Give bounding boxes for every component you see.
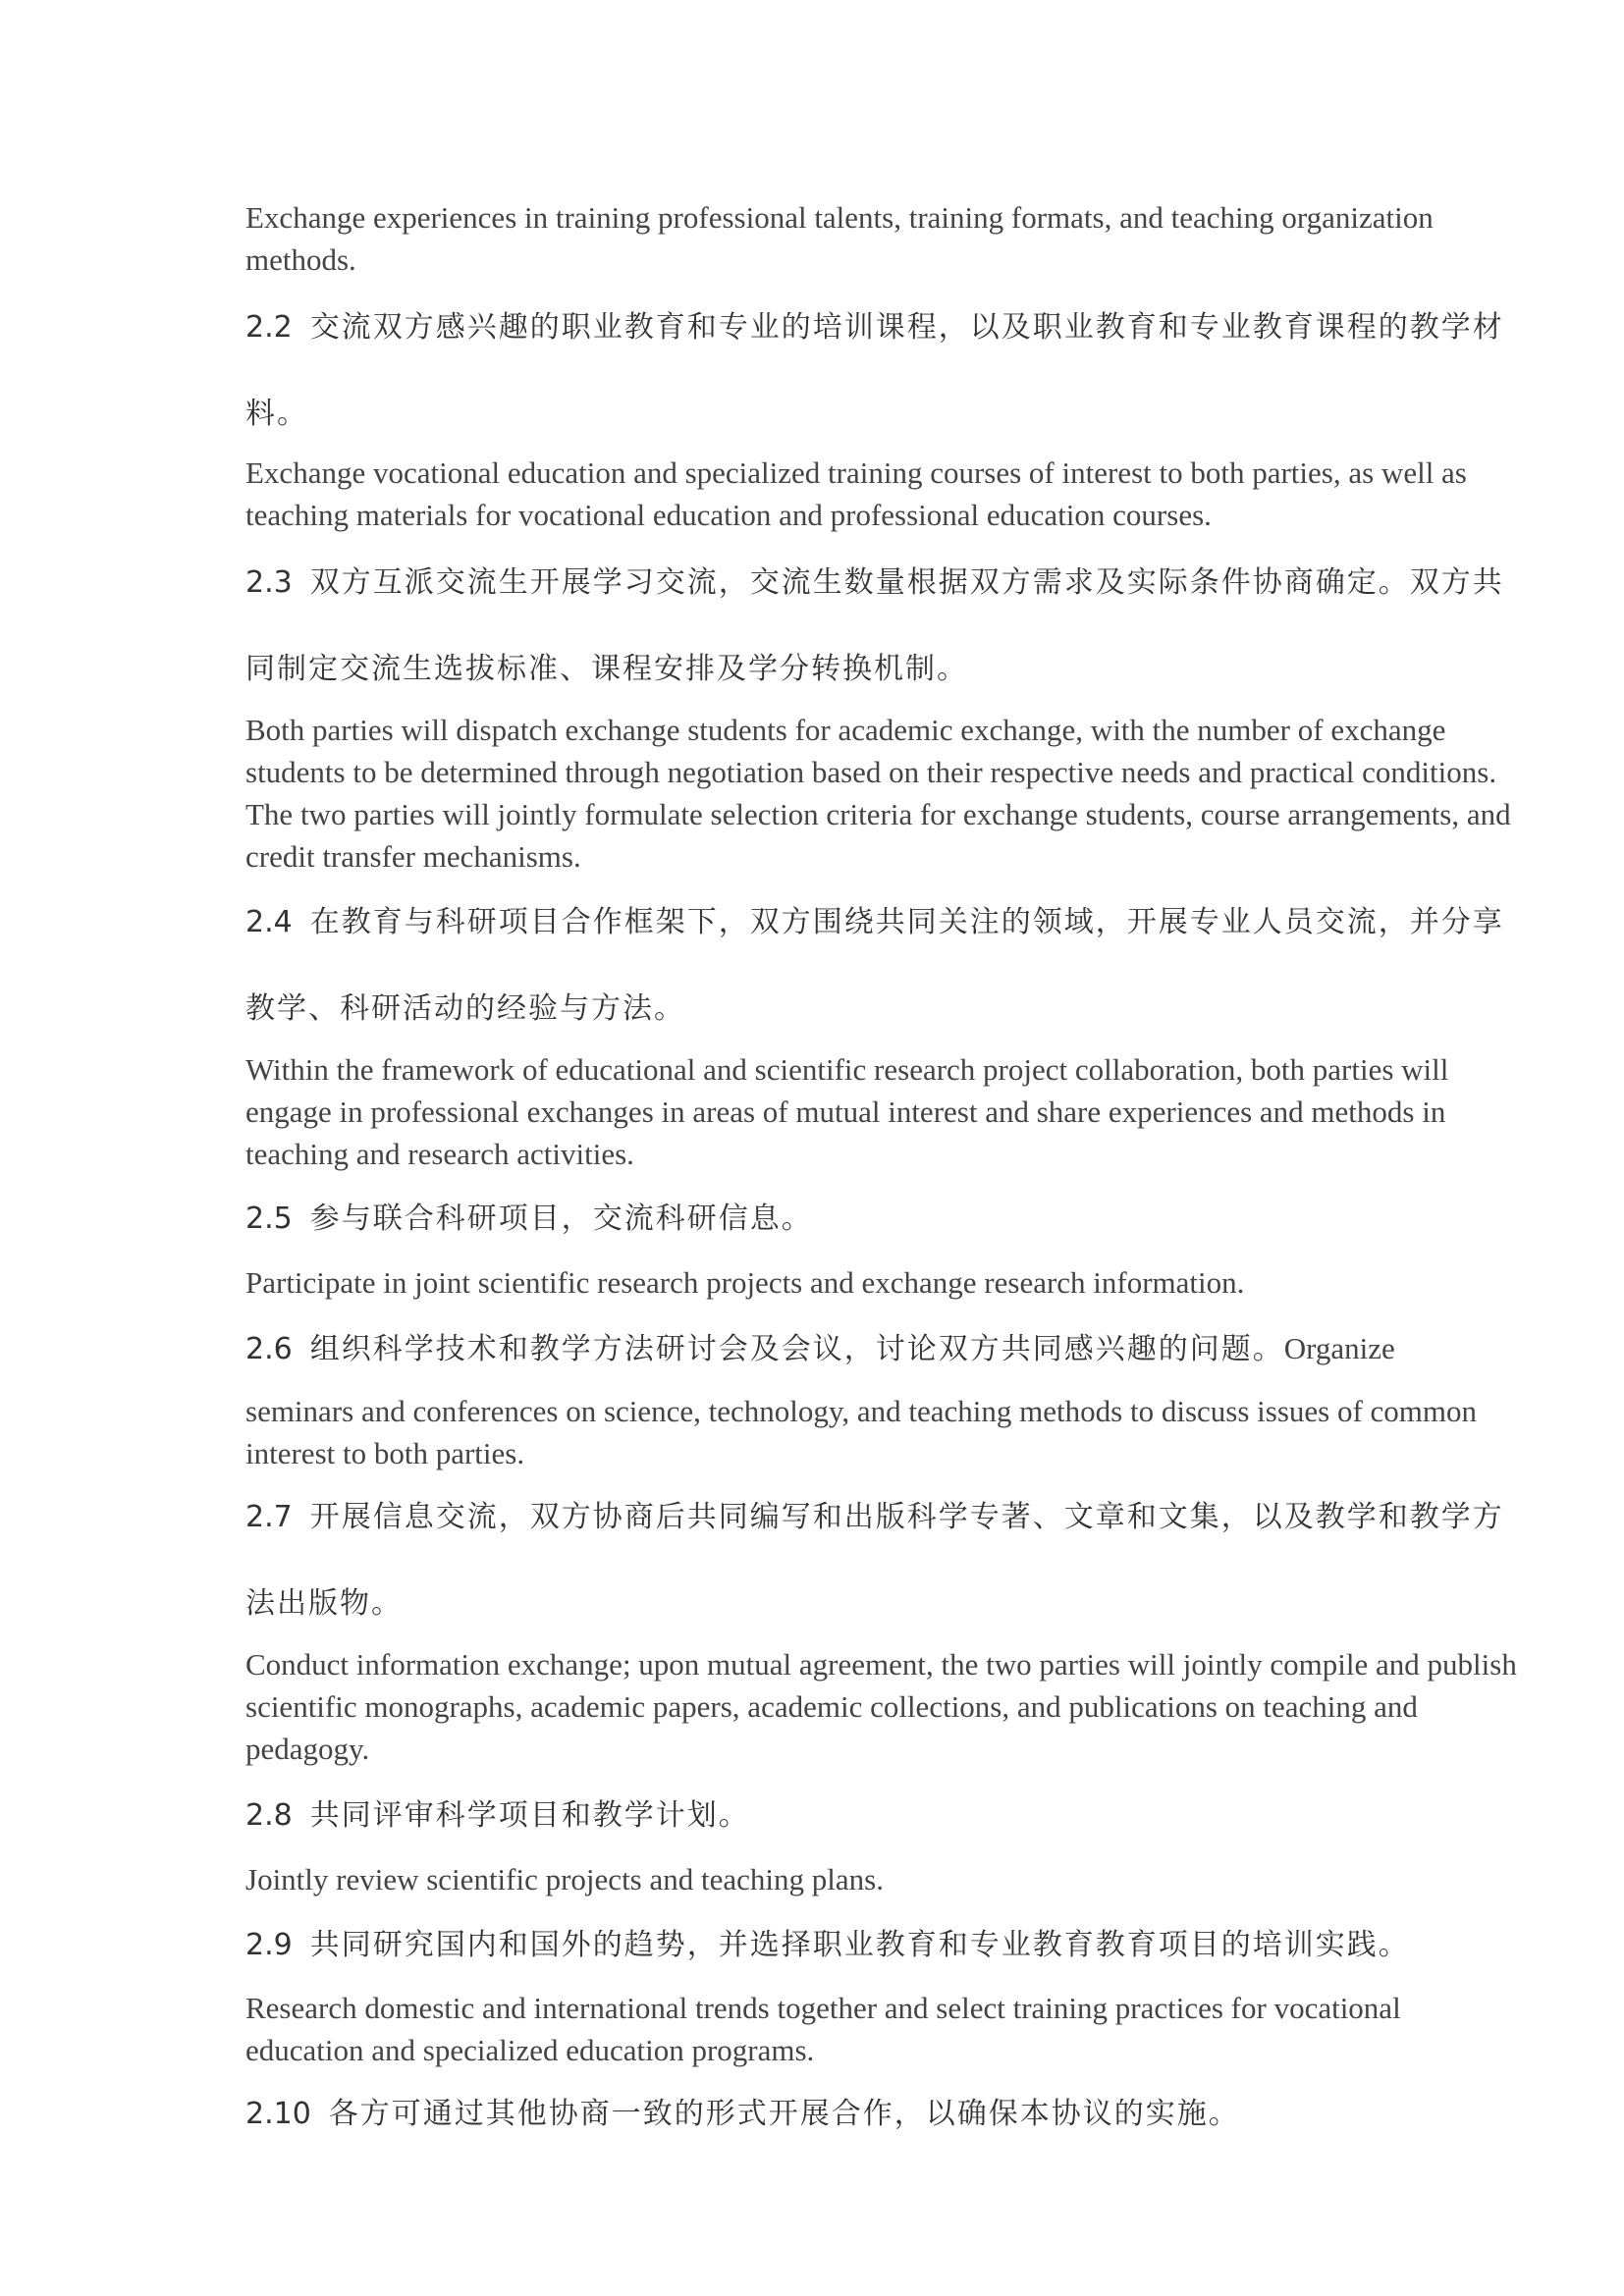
- section-2-4: [245, 880, 1522, 1052]
- chinese-clause: [245, 1306, 1522, 1393]
- clause-number: 2.6: [245, 1332, 293, 1366]
- chinese-clause: [245, 1773, 1522, 1859]
- clause-number: 2.2: [245, 310, 293, 345]
- english-paragraph: Both parties will dispatch exchange students for academic exchange, with the number of exchange students to be determined through negotiation based on their respective needs and practical conditions. The two parties will jointly formulate selection criteria for exchange students, course arrangements, and credit transfer mechanisms.: [245, 713, 1511, 874]
- chinese-text: 组织科学技术和教学方法研讨会及会议，讨论双方共同感兴趣的问题。: [309, 1332, 1284, 1366]
- chinese-text: 在教育与科研项目合作框架下，双方围绕共同关注的领域，开展专业人员交流，并分享教学、科研活动的经验与方法。: [245, 905, 1504, 1026]
- chinese-clause: [245, 1902, 1522, 1989]
- clause-number: 2.9: [245, 1928, 293, 1962]
- clause-number: 2.10: [245, 2097, 311, 2131]
- section-2-6: [245, 1306, 1522, 1393]
- clause-number: 2.8: [245, 1798, 293, 1833]
- english-paragraph: Participate in joint scientific research projects and exchange research information.: [245, 1265, 1245, 1300]
- chinese-text: 各方可通过其他协商一致的形式开展合作，以确保本协议的实施。: [328, 2097, 1240, 2131]
- english-paragraph: Exchange vocational education and specialized training courses of interest to both parties, as well as teaching materials for vocational education and professional education courses.: [245, 455, 1467, 532]
- english-paragraph: Conduct information exchange; upon mutual agreement, the two parties will jointly compile and publish scientific monographs, academic papers, academic collections, and publications on teaching and pedagogy.: [245, 1647, 1517, 1766]
- chinese-clause: [245, 1176, 1522, 1262]
- section-2-8: [245, 1773, 1522, 1859]
- section-2-8-english: [245, 1858, 1522, 1900]
- section-2-7-english: [245, 1643, 1522, 1770]
- clause-number: 2.4: [245, 905, 293, 939]
- chinese-clause: [245, 285, 1522, 457]
- section-2-6-english: [245, 1390, 1522, 1474]
- english-paragraph: Research domestic and international trends together and select training practices for vocational education and specialized education programs.: [245, 1991, 1401, 2067]
- section-2-4-english: [245, 1048, 1522, 1175]
- chinese-text: 共同研究国内和国外的趋势，并选择职业教育和专业教育教育项目的培训实践。: [309, 1928, 1410, 1962]
- section-2-1-continuation: [245, 196, 1522, 281]
- chinese-text: 双方互派交流生开展学习交流，交流生数量根据双方需求及实际条件协商确定。双方共同制定交流生选拔标准、课程安排及学分转换机制。: [245, 565, 1504, 686]
- chinese-clause: [245, 1474, 1522, 1647]
- english-lead-in: Organize: [1283, 1331, 1395, 1365]
- section-2-3-english: [245, 709, 1522, 878]
- english-paragraph: Within the framework of educational and scientific research project collaboration, both parties will engage in professional exchanges in areas of mutual interest and share experiences and methods in teaching and research activities.: [245, 1052, 1449, 1171]
- section-2-2-english: [245, 452, 1522, 536]
- english-paragraph: seminars and conferences on science, technology, and teaching methods to discuss issues of common interest to both parties.: [245, 1394, 1478, 1470]
- chinese-clause: [245, 2071, 1522, 2158]
- clause-number: 2.7: [245, 1500, 293, 1534]
- clause-number: 2.3: [245, 565, 293, 600]
- section-2-5-english: [245, 1261, 1522, 1304]
- chinese-text: 开展信息交流，双方协商后共同编写和出版科学专著、文章和文集，以及教学和教学方法出版物。: [245, 1500, 1504, 1621]
- english-paragraph: Exchange experiences in training professional talents, training formats, and teaching organization methods.: [245, 200, 1434, 277]
- section-2-5: [245, 1176, 1522, 1262]
- section-2-9: [245, 1902, 1522, 1989]
- chinese-text: 交流双方感兴趣的职业教育和专业的培训课程，以及职业教育和专业教育课程的教学材料。: [245, 310, 1504, 431]
- section-2-2: [245, 285, 1522, 457]
- chinese-clause: [245, 880, 1522, 1052]
- chinese-text: 参与联合科研项目，交流科研信息。: [309, 1201, 813, 1236]
- clause-number: 2.5: [245, 1201, 293, 1236]
- english-paragraph: Jointly review scientific projects and teaching plans.: [245, 1862, 884, 1896]
- section-2-7: [245, 1474, 1522, 1647]
- chinese-text: 共同评审科学项目和教学计划。: [309, 1798, 750, 1833]
- chinese-clause: [245, 540, 1522, 713]
- section-2-10: [245, 2071, 1522, 2158]
- section-2-9-english: [245, 1987, 1522, 2071]
- section-2-3: [245, 540, 1522, 713]
